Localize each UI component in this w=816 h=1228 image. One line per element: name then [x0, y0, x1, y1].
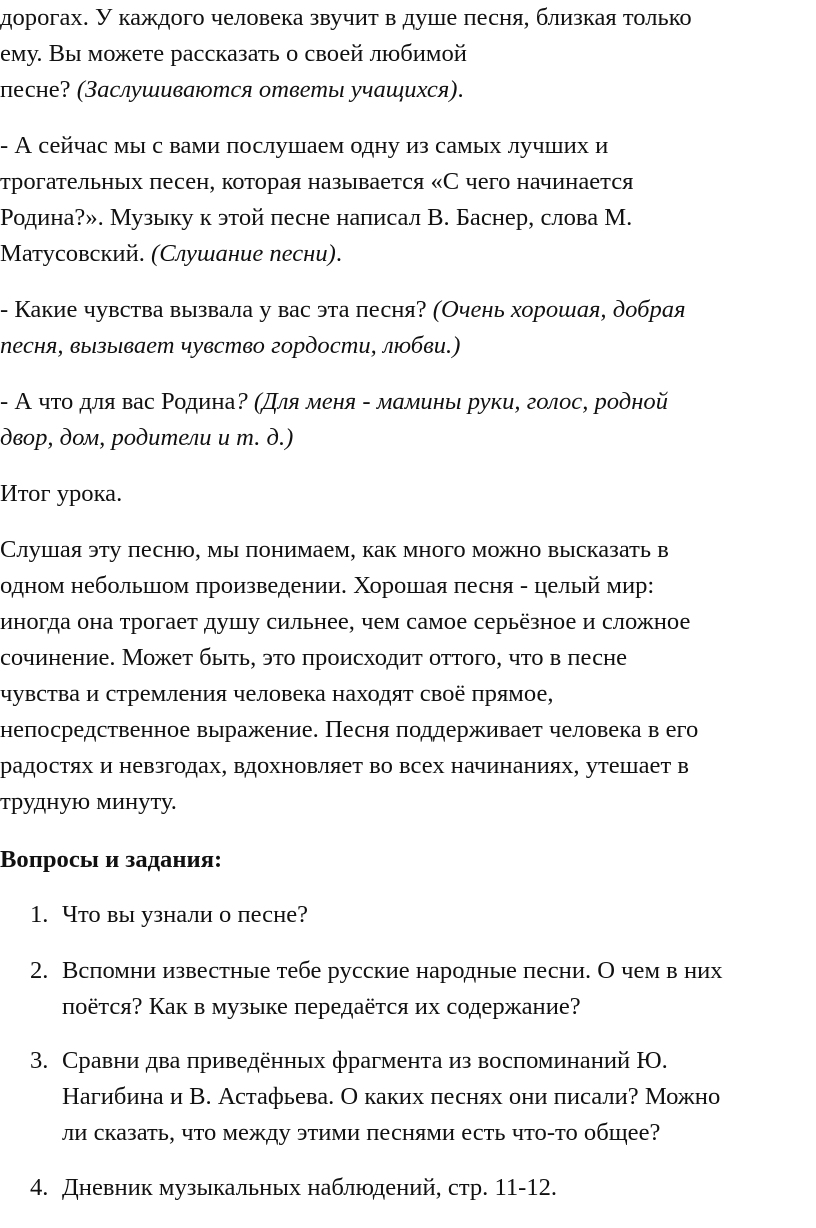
text-run: песне?: [0, 76, 77, 103]
text-line: Итог урока.: [0, 480, 123, 507]
question-text: [62, 953, 723, 1025]
paragraph-feelings: [0, 292, 816, 364]
text-line: [0, 384, 816, 420]
answer-text: песня, вызывает чувство гордости, любви.): [0, 332, 461, 359]
paragraph-motherland: [0, 384, 816, 456]
text-line: трудную минуту.: [0, 788, 177, 815]
text-line: [0, 292, 816, 328]
text-line: поётся? Как в музыке передаётся их содержание?: [62, 993, 581, 1020]
stage-direction: (Слушание песни): [151, 240, 336, 267]
text-line: дорогах. У каждого человека звучит в душе песня, близкая только: [0, 4, 692, 31]
text-line: Сравни два приведённых фрагмента из воспоминаний Ю.: [62, 1047, 668, 1074]
text-run: - Какие чувства вызвала у вас эта песня?: [0, 296, 433, 323]
text-line: чувства и стремления человека находят своё прямое,: [0, 680, 554, 707]
text-line: непосредственное выражение. Песня поддерживает человека в его: [0, 716, 699, 743]
paragraph-summary: [0, 532, 816, 820]
question-text: [62, 1043, 720, 1151]
question-text: [62, 897, 308, 933]
text-run: .: [457, 76, 464, 103]
questions-heading: [0, 842, 816, 878]
text-line: [0, 236, 816, 272]
question-number: 1.: [30, 901, 49, 928]
paragraph-song: [0, 128, 816, 272]
answer-text: (Очень хорошая, добрая: [432, 296, 686, 323]
text-line: Дневник музыкальных наблюдений, стр. 11-12.: [62, 1174, 558, 1201]
text-line: радостях и невзгодах, вдохновляет во всех начинаниях, утешает в: [0, 752, 689, 779]
text-line: одном небольшом произведении. Хорошая песня - целый мир:: [0, 572, 655, 599]
answer-text: двор, дом, родители и т. д.): [0, 424, 294, 451]
text-line: иногда она трогает душу сильнее, чем самое серьёзное и сложное: [0, 608, 691, 635]
text-line: Нагибина и В. Астафьева. О каких песнях они писали? Можно: [62, 1083, 721, 1110]
answer-text: ? (Для меня - мамины руки, голос, родной: [235, 388, 669, 415]
question-text: [62, 1170, 557, 1206]
text-run: Матусовский.: [0, 240, 152, 267]
text-line: [0, 72, 816, 108]
text-line: Слушая эту песню, мы понимаем, как много можно высказать в: [0, 536, 669, 563]
text-run: .: [335, 240, 343, 267]
text-line: ему. Вы можете рассказать о своей любимой: [0, 40, 467, 67]
text-line: сочинение. Может быть, это происходит оттого, что в песне: [0, 644, 628, 671]
text-run: - А что для вас Родина: [0, 388, 236, 415]
question-number: 4.: [30, 1174, 49, 1201]
text-line: Вспомни известные тебе русские народные песни. О чем в них: [62, 957, 723, 984]
text-line: Вопросы и задания:: [0, 846, 223, 873]
text-line: Родина?». Музыку к этой песне написал В. Баснер, слова М.: [0, 204, 633, 231]
question-number: 3.: [30, 1047, 49, 1074]
question-number: 2.: [30, 957, 49, 984]
paragraph-intro: [0, 0, 816, 108]
stage-direction: (Заслушиваются ответы учащихся): [76, 76, 458, 103]
text-line: ли сказать, что между этими песнями есть что-то общее?: [62, 1119, 661, 1146]
text-line: Что вы узнали о песне?: [62, 901, 309, 928]
text-line: трогательных песен, которая называется «С чего начинается: [0, 168, 634, 195]
text-line: - А сейчас мы с вами послушаем одну из самых лучших и: [0, 132, 609, 159]
lesson-summary-heading: [0, 476, 816, 512]
